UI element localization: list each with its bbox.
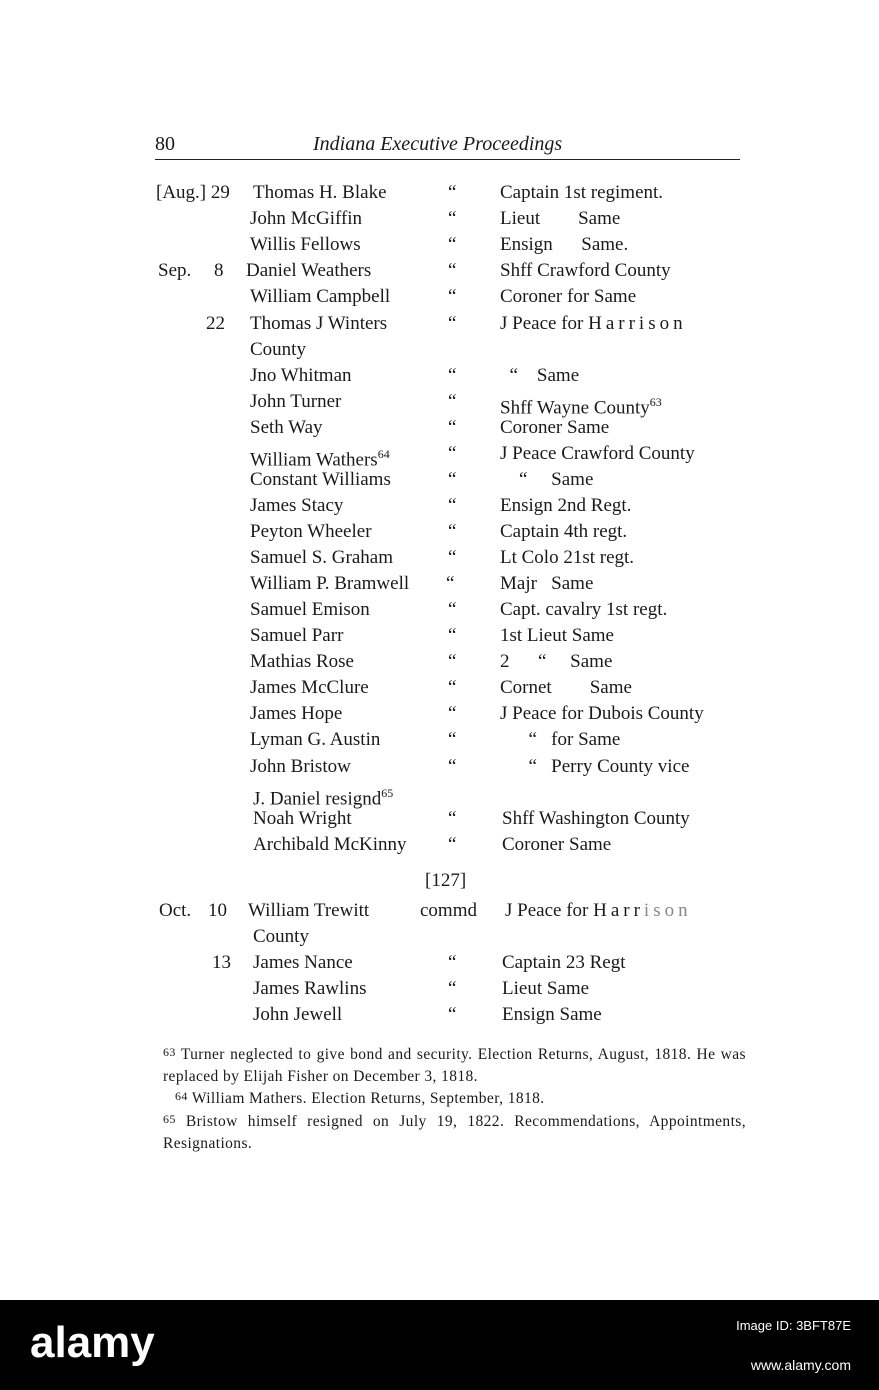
entry-office: Capt. cavalry 1st regt. [500,599,668,620]
entry-row [0,519,879,545]
entry-name: William Campbell [250,286,391,307]
entry-office [500,311,687,337]
entry-row [0,232,879,258]
entry-office: Ensign Same. [500,234,629,255]
entry-office: Coroner for Same [500,286,637,307]
footnote-ref: 64 [377,447,390,461]
ditto-mark: “ [448,521,457,542]
entry-office: Coroner Same [500,417,610,438]
site-url: www.alamy.com [750,1357,851,1373]
entry-row [0,649,879,675]
entry-row [0,545,879,571]
entry-office: Lieut Same [502,978,590,999]
entry-name: James Nance [253,952,353,973]
office-text: Shff Wayne County [500,397,650,419]
entry-name: Peyton Wheeler [250,521,372,542]
entry-office: J Peace for Dubois County [500,703,704,724]
page-header [155,133,740,160]
entry-row [0,950,879,976]
entry-row [0,180,879,206]
ditto-mark: “ [448,547,457,568]
name-text: J. Daniel resignd [253,788,382,810]
entry-office: J Peace Crawford County [500,443,695,464]
entry-office: “ Same [500,469,594,490]
entry-name: James McClure [250,677,369,698]
entry-name: Daniel Weathers [246,260,372,281]
ditto-mark: “ [448,808,457,829]
entry-row [0,832,879,858]
entry-row [0,363,879,389]
name-text: William Wathers [250,449,378,471]
entry-name: Samuel Parr [250,625,344,646]
entry-name: John Jewell [253,1004,343,1025]
ditto-mark: “ [448,365,457,386]
page-number: 80 [155,133,175,155]
entry-date: Oct. [159,900,192,921]
image-id: Image ID: 3BFT87E [736,1318,851,1333]
footnote [163,1044,746,1087]
entry-office: Shff Crawford County [500,260,671,281]
ditto-mark: “ [448,286,457,307]
entry-name: Samuel S. Graham [250,547,394,568]
entry-row [0,675,879,701]
entry-row [0,571,879,597]
entry-name: John Turner [250,391,342,412]
entry-row [0,337,879,363]
entry-row [0,597,879,623]
entry-row [0,311,879,337]
entry-office: “ Same [500,365,580,386]
entry-row [0,898,879,924]
ditto-mark: “ [448,260,457,281]
image-reference [736,1318,851,1373]
entry-row [0,493,879,519]
entry-row [0,441,879,471]
entry-row [0,727,879,753]
footnote-text: William Mathers. Election Returns, September, 1818. [191,1090,545,1107]
entry-name: Willis Fellows [250,234,361,255]
footnote-text: Bristow himself resigned on July 19, 1822. Recommendations, Appointments, Resignations. [163,1113,746,1152]
entry-office: Captain 1st regiment. [500,182,664,203]
entry-row [0,389,879,419]
ditto-mark: “ [448,651,457,672]
entry-name: James Rawlins [253,978,367,999]
entry-name: Samuel Emison [250,599,370,620]
ditto-mark: “ [448,729,457,750]
ditto-mark: “ [448,978,457,999]
entry-office: Lt Colo 21st regt. [500,547,635,568]
entry-row [0,284,879,310]
entry-office: Lieut Same [500,208,621,229]
ditto-mark: “ [448,703,457,724]
entry-day: 13 [212,952,231,973]
entry-date: Sep. [158,260,192,281]
entry-office: Ensign Same [502,1004,602,1025]
entry-row [0,206,879,232]
entry-office: “ Perry County vice [500,756,690,777]
commission-mark: commd [420,900,477,921]
entry-row [0,415,879,441]
entry-name: Mathias Rose [250,651,354,672]
entry-day: 10 [208,900,227,921]
ditto-mark: “ [448,677,457,698]
entry-name: Noah Wright [253,808,352,829]
entry-row [0,754,879,780]
ditto-mark: “ [448,208,457,229]
entry-row [0,1002,879,1028]
entry-office [505,898,692,924]
entry-row [0,780,879,810]
entry-office: 2 “ Same [500,651,613,672]
original-page-marker: [127] [425,870,467,891]
entry-office: Captain 23 Regt [502,952,626,973]
ditto-mark: “ [448,443,457,464]
ditto-mark: “ [448,756,457,777]
office-part-spaced: Harrison [588,313,687,334]
ditto-mark: “ [448,495,457,516]
entry-name: Lyman G. Austin [250,729,381,750]
ditto-mark: “ [448,182,457,203]
footnote-text: Turner neglected to give bond and security. Election Returns, August, 1818. He was replaced by Elijah Fisher on December 3, 1818. [163,1046,746,1085]
entry-name: Thomas H. Blake [253,182,387,203]
entry-office: Captain 4th regt. [500,521,628,542]
office-part-spaced: Harr [593,900,644,921]
entry-day: 22 [206,313,225,334]
entry-office: Cornet Same [500,677,632,698]
entry-row [0,701,879,727]
ditto-mark: “ [448,952,457,973]
ditto-mark: “ [448,417,457,438]
running-title: Indiana Executive Proceedings [313,133,563,155]
ditto-mark: “ [448,834,457,855]
office-part-faded: ison [643,900,692,921]
entry-office: Ensign 2nd Regt. [500,495,632,516]
entry-date: [Aug.] 29 [156,182,230,203]
entry-name: Thomas J Winters [250,313,388,334]
entry-office: Shff Washington County [502,808,690,829]
entry-name: County [250,339,306,360]
entry-row [0,623,879,649]
ditto-mark: “ [448,1004,457,1025]
entry-day: 8 [214,260,224,281]
brand-logo: alamy [30,1318,155,1367]
entry-name: Jno Whitman [250,365,352,386]
ditto-mark: “ [448,234,457,255]
footnote [163,1111,746,1154]
footnote [175,1088,758,1110]
office-part: J Peace for [500,313,589,334]
entry-row [0,924,879,950]
footnote-ref: 63 [649,395,662,409]
footnote-number: 64 [175,1089,188,1103]
footnote-ref: 65 [381,786,394,800]
entry-row [0,976,879,1002]
ditto-mark: “ [448,313,457,334]
watermark-banner [0,1300,879,1390]
entry-office: Coroner Same [502,834,612,855]
footnote-number: 65 [163,1112,176,1126]
entry-row [0,467,879,493]
ditto-mark: “ [448,469,457,490]
ditto-mark: “ [448,599,457,620]
entry-name: John Bristow [250,756,351,777]
entry-office: “ for Same [500,729,621,750]
entry-name: Constant Williams [250,469,391,490]
entry-name: William Trewitt [248,900,370,921]
ditto-mark: “ [448,391,457,412]
ditto-mark: “ [448,625,457,646]
entry-name: Seth Way [250,417,323,438]
office-part: J Peace for [505,900,594,921]
entry-name: William P. Bramwell [250,573,410,594]
entry-name: John McGiffin [250,208,363,229]
ditto-mark: “ [446,573,455,594]
entry-office: Majr Same [500,573,594,594]
entry-name: James Stacy [250,495,344,516]
entry-name: County [253,926,309,947]
entry-name: Archibald McKinny [253,834,407,855]
footnote-number: 63 [163,1045,176,1059]
entry-row [0,258,879,284]
entry-name: James Hope [250,703,343,724]
entry-office: 1st Lieut Same [500,625,614,646]
entry-row [0,806,879,832]
